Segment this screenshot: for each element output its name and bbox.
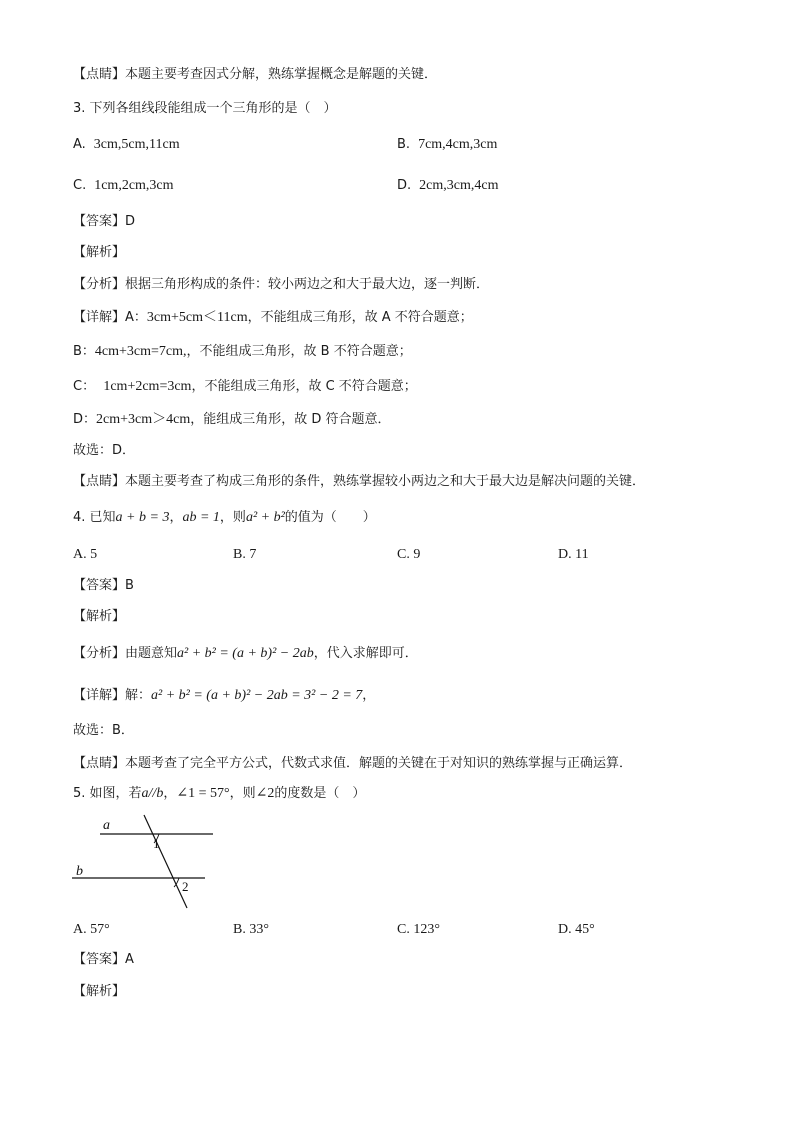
q4-option-c: C. 9 (397, 547, 421, 562)
text: 【分析】由题意知 (73, 646, 178, 661)
q4-answer: 【答案】B (73, 578, 134, 593)
q4-option-d: D. 11 (558, 547, 589, 562)
text: ，能组成三角形，故 D 符合题意． (190, 412, 391, 427)
text: ，不能组成三角形，故 C 不符合题意； (191, 379, 417, 394)
parallel-lines-figure (70, 812, 230, 912)
q4-option-a: A. 5 (73, 547, 98, 562)
math: a² + b² = (a + b)² − 2ab (177, 646, 314, 661)
text: 4. 已知 (73, 510, 116, 525)
q3-xiangjie-a (73, 309, 473, 327)
q4-option-b: B. 7 (233, 547, 257, 562)
q5-option-d: D. 45° (558, 922, 595, 937)
text: 5. 如图，若 (73, 786, 142, 801)
math: 2cm+3cm＞4cm (96, 412, 191, 427)
math: a² + b² = (a + b)² − 2ab = 3² − 2 = 7 (151, 688, 363, 703)
q4-choose: 故选：B． (73, 723, 134, 738)
text: ，不能组成三角形，故 A 不符合题意； (247, 310, 473, 325)
q3-line-d (73, 411, 391, 429)
text: 的度数是（ ） (274, 786, 366, 801)
option-letter: C. (73, 178, 87, 193)
math: a//b (141, 786, 164, 801)
math: 3cm+5cm＜11cm (146, 310, 248, 325)
text: 【详解】A： (73, 310, 147, 325)
label-2: 2 (182, 879, 189, 894)
text: ， (362, 688, 376, 703)
text: ，代入求解即可． (313, 646, 418, 661)
q4-dianjing: 【点睛】本题考查了完全平方公式，代数式求值．解题的关键在于对知识的熟练掌握与正确运算． (73, 756, 633, 771)
math: ∠1 = 57° (176, 786, 230, 801)
dianjing-previous: 【点睛】本题主要考查因式分解，熟练掌握概念是解题的关键． (73, 67, 438, 82)
q5-option-c: C. 123° (397, 922, 440, 937)
option-text: 3cm,5cm,11cm (93, 137, 180, 152)
text: B： (73, 344, 95, 359)
question-5-stem (73, 785, 365, 803)
q3-option-a (73, 136, 180, 154)
option-text: 1cm,2cm,3cm (94, 178, 174, 193)
text: ，则 (219, 510, 246, 525)
q4-jiexi: 【解析】 (73, 609, 126, 624)
option-letter: A. (73, 137, 86, 152)
option-letter: B. (397, 137, 411, 152)
option-text: 7cm,4cm,3cm (418, 137, 498, 152)
q5-option-b: B. 33° (233, 922, 269, 937)
transversal (144, 815, 187, 908)
question-4-stem (73, 509, 376, 527)
text: 的值为（ ） (284, 510, 376, 525)
q3-choose: 故选：D． (73, 443, 136, 458)
math: a + b = 3 (115, 510, 170, 525)
q3-option-c (73, 177, 174, 195)
question-3-stem: 3. 下列各组线段能组成一个三角形的是（ ） (73, 101, 337, 116)
label-a: a (103, 818, 110, 833)
q3-line-b (73, 343, 412, 361)
q3-dianjing: 【点睛】本题主要考查了构成三角形的条件，熟练掌握较小两边之和大于最大边是解决问题的关键． (73, 474, 646, 489)
text: D： (73, 412, 97, 427)
q3-option-b (397, 136, 497, 154)
text: ， (169, 510, 183, 525)
math: a² + b² (245, 510, 285, 525)
text: ，不能组成三角形，故 B 不符合题意； (186, 344, 412, 359)
math: 1cm+2cm=3cm (103, 379, 192, 394)
q4-fenxi (73, 645, 418, 663)
math: ab = 1 (182, 510, 220, 525)
text: ， (163, 786, 177, 801)
option-letter: D. (397, 178, 412, 193)
q5-jiexi: 【解析】 (73, 984, 126, 999)
q3-fenxi: 【分析】根据三角形构成的条件：较小两边之和大于最大边，逐一判断． (73, 277, 490, 292)
option-text: 2cm,3cm,4cm (419, 178, 499, 193)
q3-answer: 【答案】D (73, 214, 136, 229)
q5-option-a: A. 57° (73, 922, 110, 937)
q3-line-c (73, 378, 417, 396)
text: 【详解】解： (73, 688, 152, 703)
math: 4cm+3cm=7cm, (94, 344, 187, 359)
q3-option-d (397, 177, 498, 195)
q4-xiangjie (73, 687, 375, 705)
label-1: 1 (153, 836, 160, 851)
label-b: b (76, 864, 83, 879)
text: ，则 (229, 786, 256, 801)
q5-answer: 【答案】A (73, 952, 134, 967)
q3-jiexi: 【解析】 (73, 245, 126, 260)
text: C： (73, 379, 96, 394)
math: ∠2 (255, 786, 275, 801)
